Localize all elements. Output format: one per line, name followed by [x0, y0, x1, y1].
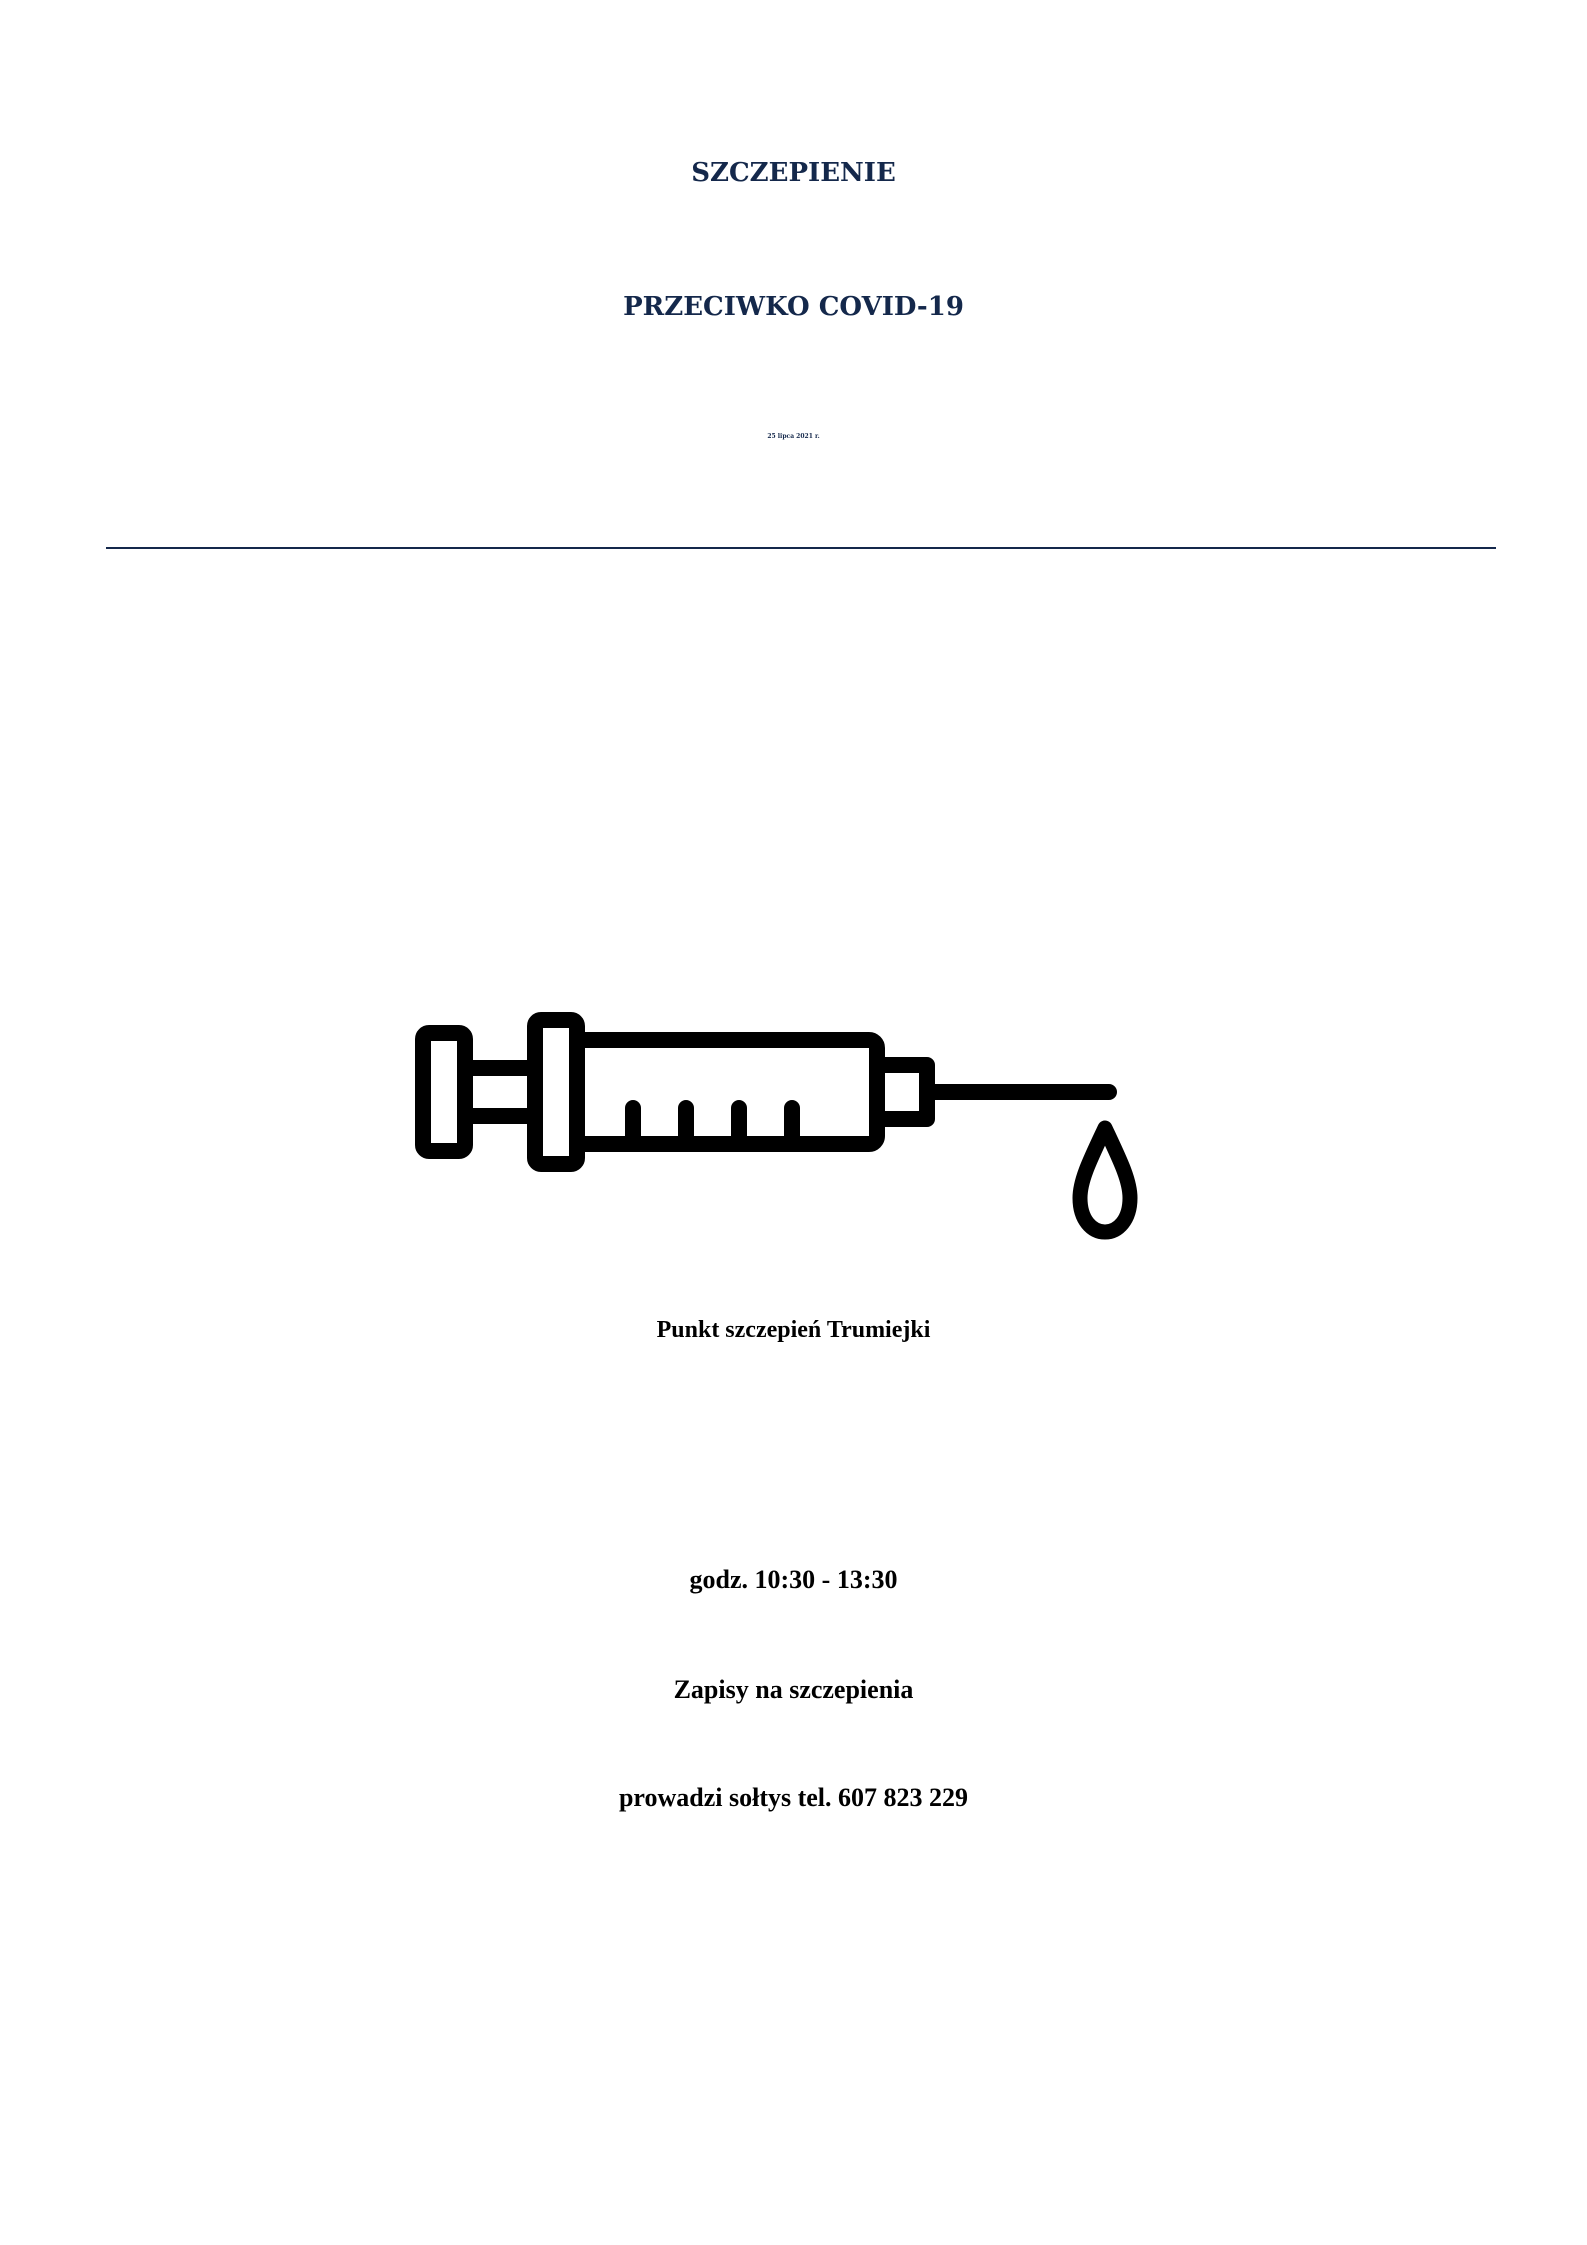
registration-line-1: Zapisy na szczepienia	[673, 1675, 914, 1704]
poster-date: 25 lipca 2021 r.	[767, 433, 820, 440]
invitation-line-1	[0, 1852, 1587, 1916]
intro-text-line-2	[0, 704, 1587, 774]
poster-title-line-1: SZCZEPIENIE	[691, 158, 896, 188]
vaccination-point-title: Punkt szczepień Trumiejki	[656, 1317, 931, 1343]
intro-text-line-1	[0, 612, 1587, 682]
divider	[106, 547, 1496, 549]
poster-title-line-2: PRZECIWKO COVID-19	[623, 292, 964, 322]
vaccination-point-venue-line-2	[0, 1460, 1587, 1524]
vaccination-point-venue-line-1	[0, 1385, 1587, 1449]
registration-phone-line: prowadzi sołtys tel. 607 823 229	[618, 1783, 969, 1812]
footer-note-line-2	[0, 2146, 1587, 2216]
vaccination-hours: godz. 10:30 - 13:30	[689, 1565, 898, 1594]
intro-text-line-3	[0, 798, 1587, 868]
invitation-line-2	[0, 1930, 1587, 1994]
footer-note-line-1	[0, 2060, 1587, 2130]
syringe-icon	[400, 1000, 1230, 1260]
